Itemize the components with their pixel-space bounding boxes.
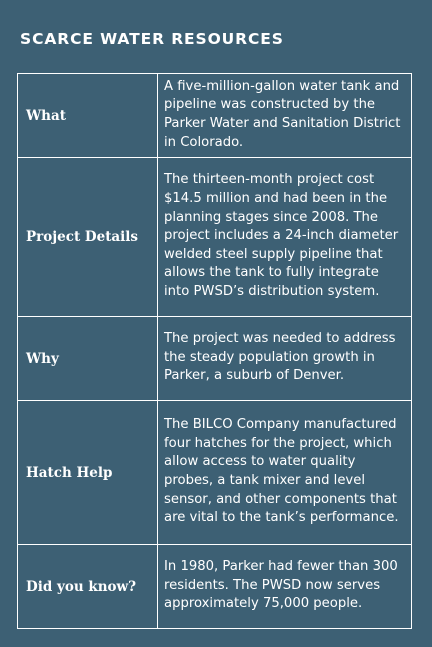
table-row-hatch-help [18, 401, 412, 545]
row-description: In 1980, Parker had fewer than 300 residents. The PWSD now serves approximately 75,000 people. [158, 545, 412, 629]
row-description: A five-million-gallon water tank and pipeline was constructed by the Parker Water and Sanitation District in Colorado. [158, 74, 412, 158]
row-description: The BILCO Company manufactured four hatches for the project, which allow access to water quality probes, a tank mixer and level sensor, and other components that are vital to the tank’s performance. [158, 401, 412, 545]
facts-table [17, 73, 412, 629]
row-description: The project was needed to address the steady population growth in Parker, a suburb of Denver. [158, 317, 412, 401]
row-label: Project Details [18, 158, 158, 317]
table-row-project-details [18, 158, 412, 317]
table-row-what [18, 74, 412, 158]
row-label: Did you know? [18, 545, 158, 629]
row-label: Hatch Help [18, 401, 158, 545]
row-label: What [18, 74, 158, 158]
table-row-why [18, 317, 412, 401]
row-description: The thirteen-month project cost $14.5 million and had been in the planning stages since 2008. The project includes a 24-inch diameter welded steel supply pipeline that allows the tank to fully integrate into PWSD’s distribution system. [158, 158, 412, 317]
row-label: Why [18, 317, 158, 401]
table-row-did-you-know [18, 545, 412, 629]
panel-title: SCARCE WATER RESOURCES [20, 30, 284, 48]
